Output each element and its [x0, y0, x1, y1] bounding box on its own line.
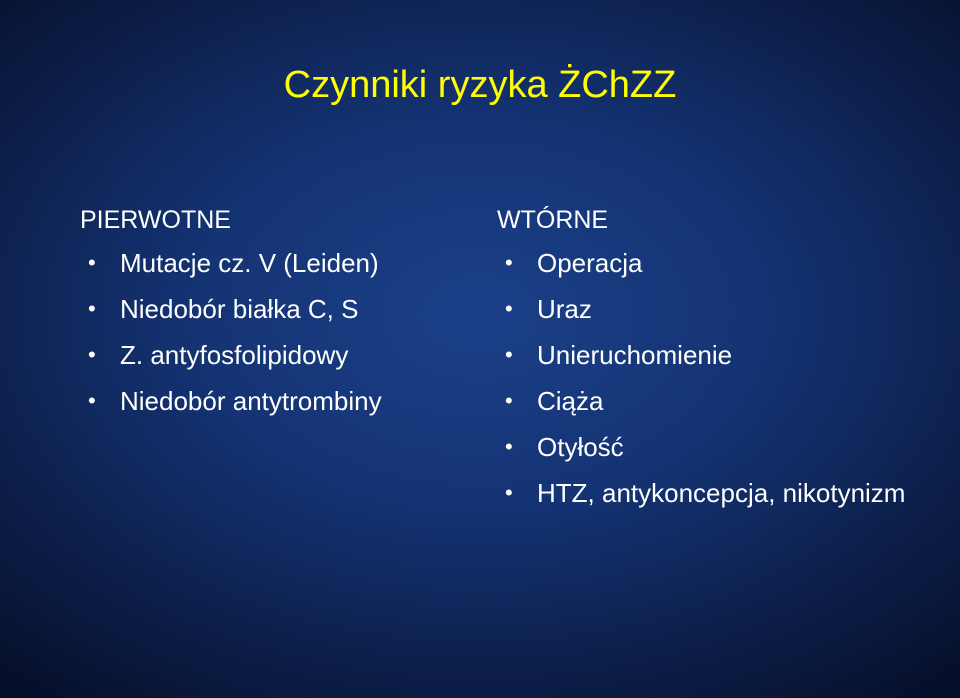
list-item-text: Niedobór antytrombiny [120, 386, 382, 416]
bullet-icon: • [505, 250, 513, 275]
list-item [497, 378, 937, 424]
list-item-text: Uraz [537, 294, 592, 324]
list-item [80, 378, 480, 424]
list-item [497, 332, 937, 378]
list-item [497, 470, 937, 512]
list-item [497, 240, 937, 286]
list-item-text: Otyłość [537, 432, 624, 462]
slide-title: Czynniki ryzyka ŻChZZ [283, 64, 677, 106]
list-item-text: Z. antyfosfolipidowy [120, 340, 349, 370]
bullet-icon: • [505, 296, 513, 321]
bullet-icon: • [505, 434, 513, 459]
bullet-icon: • [505, 388, 513, 413]
list-item-text: Ciąża [537, 386, 604, 416]
list-item-text: Unieruchomienie [537, 340, 733, 370]
list-item [497, 286, 937, 332]
primary-heading: PIERWOTNE [80, 206, 231, 234]
bullet-icon: • [88, 388, 96, 413]
bullet-icon: • [505, 480, 513, 505]
bullet-icon: • [505, 342, 513, 367]
bullet-icon: • [88, 342, 96, 367]
list-item [80, 332, 480, 378]
list-item [80, 240, 480, 286]
bullet-icon: • [88, 296, 96, 321]
primary-factors-column [80, 200, 480, 424]
primary-list [80, 240, 480, 424]
list-item-text: Mutacje cz. V (Leiden) [120, 248, 379, 278]
secondary-factors-column [497, 200, 937, 512]
list-item-text: HTZ, antykoncepcja, nikotynizm [537, 478, 906, 508]
list-item [80, 286, 480, 332]
list-item [497, 424, 937, 470]
list-item-text: Operacja [537, 248, 643, 278]
secondary-heading: WTÓRNE [497, 206, 609, 234]
list-item-text: Niedobór białka C, S [120, 294, 359, 324]
secondary-list [497, 240, 937, 512]
bullet-icon: • [88, 250, 96, 275]
